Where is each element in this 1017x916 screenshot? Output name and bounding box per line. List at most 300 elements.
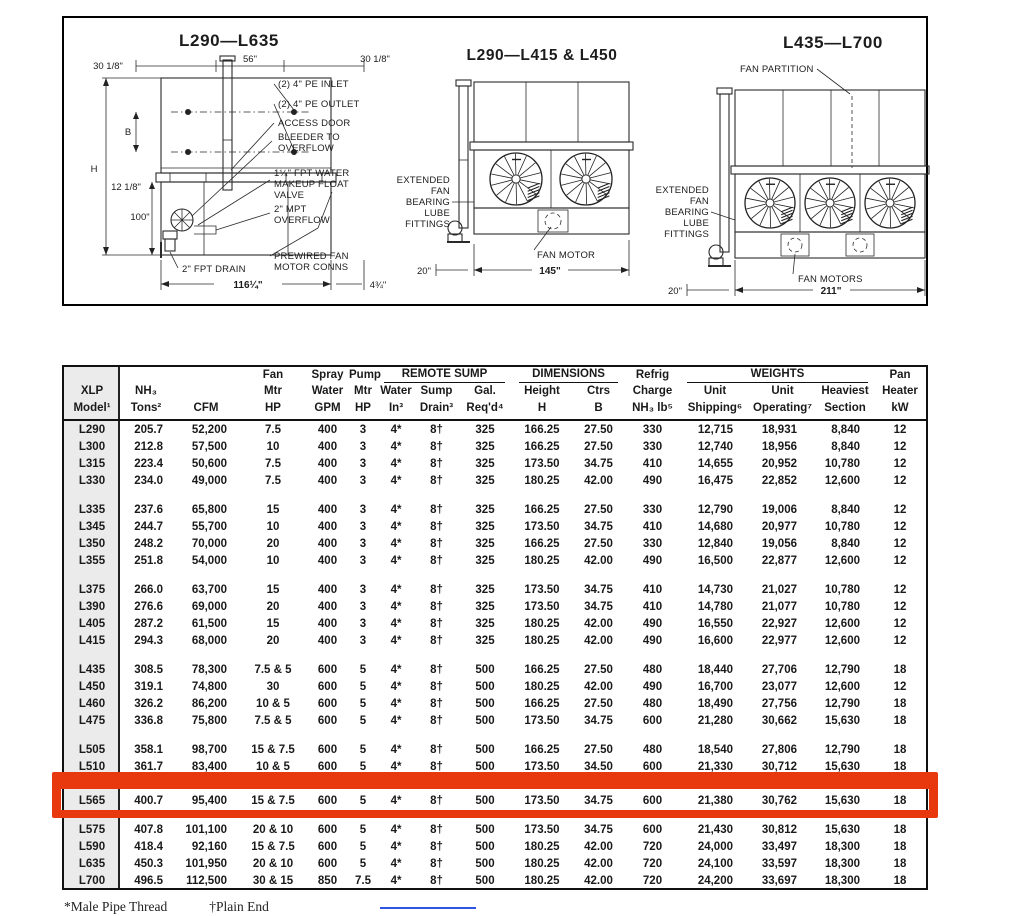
- cell-fan-hp: 20 & 10: [252, 858, 294, 870]
- cell-ctrs-b: 27.50: [584, 538, 613, 550]
- cell-cfm: 101,100: [185, 824, 227, 836]
- cell-height-h: 180.25: [524, 475, 560, 487]
- cell-pump-hp: 3: [359, 424, 367, 436]
- dim-h: H: [90, 164, 98, 175]
- dim-434: 4¾": [369, 280, 387, 291]
- dim-211: 211": [820, 286, 842, 297]
- cell-water-in: 4*: [390, 698, 402, 710]
- cell-height-h: 173.50: [524, 715, 560, 727]
- cell-ctrs-b: 34.50: [584, 761, 613, 773]
- cell-water-in: 4*: [390, 504, 402, 516]
- table-row: [64, 473, 926, 490]
- cell-spray-gpm: 400: [317, 555, 338, 567]
- cell-sump-drain: 8†: [430, 715, 443, 727]
- table-row: [64, 439, 926, 456]
- table-row: [64, 599, 926, 616]
- header-drain: Drain³: [419, 402, 454, 414]
- cell-pan-heater: 18: [893, 841, 907, 853]
- cell-unit-operating: 21,027: [761, 584, 797, 596]
- cell-fan-hp: 7.5 & 5: [254, 715, 292, 727]
- callout-float-1: 1¼" FPT WATER: [274, 168, 350, 179]
- cell-pan-heater: 12: [893, 458, 907, 470]
- cell-sump-drain: 8†: [430, 795, 443, 807]
- cell-water-in: 4*: [390, 618, 402, 630]
- cell-height-h: 180.25: [524, 635, 560, 647]
- cell-pan-heater: 12: [893, 601, 907, 613]
- cell-tons: 308.5: [134, 664, 163, 676]
- header-weights: WEIGHTS: [687, 367, 868, 383]
- cell-refrig-charge: 600: [642, 795, 663, 807]
- table-row: [64, 502, 926, 519]
- cell-cfm: 68,000: [191, 635, 227, 647]
- cell-unit-operating: 33,497: [761, 841, 797, 853]
- cell-water-in: 4*: [390, 744, 402, 756]
- cell-unit-operating: 30,662: [761, 715, 797, 727]
- cell-spray-gpm: 400: [317, 475, 338, 487]
- cell-pump-hp: 3: [359, 601, 367, 613]
- callout-float-2: MAKEUP FLOAT: [274, 179, 349, 190]
- blue-underline: [380, 907, 476, 909]
- cell-model: L450: [78, 681, 106, 693]
- header-hp-2: HP: [355, 402, 371, 414]
- cell-tons: 234.0: [134, 475, 163, 487]
- cell-unit-operating: 30,712: [761, 761, 797, 773]
- cell-sump-drain: 8†: [430, 458, 443, 470]
- cell-cfm: 86,200: [191, 698, 227, 710]
- cell-cfm: 70,000: [191, 538, 227, 550]
- cell-refrig-charge: 490: [642, 635, 663, 647]
- cell-sump-drain: 8†: [430, 521, 443, 533]
- cell-gal-reqd: 500: [475, 824, 495, 836]
- cell-sump-drain: 8†: [430, 475, 443, 487]
- header-remote-sump: REMOTE SUMP: [384, 367, 505, 383]
- cell-pan-heater: 18: [893, 795, 907, 807]
- cell-ctrs-b: 42.00: [584, 875, 613, 887]
- cell-unit-shipping: 18,540: [697, 744, 733, 756]
- table-body: [64, 422, 926, 902]
- cell-unit-shipping: 14,680: [697, 521, 733, 533]
- cell-gal-reqd: 325: [475, 521, 495, 533]
- cell-height-h: 166.25: [524, 424, 560, 436]
- header-xlp: XLP: [80, 385, 104, 397]
- cell-gal-reqd: 325: [475, 601, 495, 613]
- cell-sump-drain: 8†: [430, 744, 443, 756]
- header-ctrs: Ctrs: [586, 385, 610, 397]
- cell-unit-operating: 19,056: [761, 538, 797, 550]
- cell-tons: 450.3: [134, 858, 163, 870]
- cell-ctrs-b: 27.50: [584, 504, 613, 516]
- header-sump: Sump: [420, 385, 453, 397]
- cell-cfm: 63,700: [191, 584, 227, 596]
- callout-float-3: VALVE: [274, 190, 305, 201]
- fan-circle: [805, 178, 855, 228]
- cell-refrig-charge: 410: [642, 584, 663, 596]
- cell-tons: 244.7: [134, 521, 163, 533]
- callout-bleeder-2: OVERFLOW: [278, 143, 334, 154]
- cell-cfm: 92,160: [191, 841, 227, 853]
- cell-fan-hp: 30: [266, 681, 280, 693]
- cell-refrig-charge: 600: [642, 715, 663, 727]
- cell-model: L405: [78, 618, 106, 630]
- table-row: [64, 456, 926, 473]
- cell-fan-hp: 10: [266, 521, 280, 533]
- cell-unit-shipping: 18,440: [697, 664, 733, 676]
- callout-bearing-5: FITTINGS: [405, 219, 450, 230]
- cell-pan-heater: 12: [893, 681, 907, 693]
- cell-pan-heater: 12: [893, 475, 907, 487]
- cell-model: L290: [78, 424, 106, 436]
- cell-height-h: 166.25: [524, 744, 560, 756]
- cell-model: L315: [78, 458, 106, 470]
- callout-pe-inlet: (2) 4" PE INLET: [278, 79, 349, 90]
- cell-fan-hp: 10: [266, 441, 280, 453]
- callout-bleeder-1: BLEEDER TO: [278, 132, 340, 143]
- cell-height-h: 173.50: [524, 584, 560, 596]
- cell-fan-hp: 30 & 15: [252, 875, 294, 887]
- cell-model: L475: [78, 715, 106, 727]
- cell-pump-hp: 3: [359, 475, 367, 487]
- cell-height-h: 180.25: [524, 841, 560, 853]
- footnote-plain-end: †Plain End: [209, 899, 269, 914]
- cell-sump-drain: 8†: [430, 618, 443, 630]
- cell-heaviest-section: 12,600: [824, 618, 860, 630]
- fan-circle: [490, 153, 542, 205]
- cell-water-in: 4*: [390, 441, 402, 453]
- cell-ctrs-b: 27.50: [584, 778, 613, 790]
- cell-pump-hp: 3: [359, 555, 367, 567]
- cell-fan-hp: 20 & 10: [252, 778, 294, 790]
- table-group: [64, 662, 926, 730]
- dim-20: 20": [417, 266, 431, 277]
- cell-unit-operating: 22,927: [761, 618, 797, 630]
- cell-unit-shipping: 12,790: [697, 504, 733, 516]
- cell-ctrs-b: 42.00: [584, 841, 613, 853]
- cell-pump-hp: 5: [359, 681, 367, 693]
- cell-model: L635: [78, 858, 106, 870]
- cell-unit-shipping: 12,840: [697, 538, 733, 550]
- cell-model: L415: [78, 635, 106, 647]
- cell-sump-drain: 8†: [430, 761, 443, 773]
- cell-heaviest-section: 8,840: [831, 441, 860, 453]
- cell-pan-heater: 12: [893, 521, 907, 533]
- cell-height-h: 166.25: [524, 698, 560, 710]
- fan-circle: [560, 153, 612, 205]
- cell-pump-hp: 3: [359, 538, 367, 550]
- header-water-in: Water: [380, 385, 412, 397]
- cell-heaviest-section: 12,790: [824, 744, 860, 756]
- callout-mpt-2: OVERFLOW: [274, 215, 330, 226]
- cell-gal-reqd: 325: [475, 458, 495, 470]
- table-row: [64, 822, 926, 839]
- cell-water-in: 4*: [390, 635, 402, 647]
- cell-refrig-charge: 410: [642, 601, 663, 613]
- cell-refrig-charge: 490: [642, 555, 663, 567]
- cell-refrig-charge: 330: [642, 441, 663, 453]
- cell-height-h: 180.25: [524, 681, 560, 693]
- cell-pump-hp: 5: [359, 841, 367, 853]
- cell-model: L435: [78, 664, 106, 676]
- cell-cfm: 74,800: [191, 681, 227, 693]
- cell-fan-hp: 7.5 & 5: [254, 664, 292, 676]
- cell-tons: 358.1: [134, 744, 163, 756]
- cell-water-in: 4*: [390, 521, 402, 533]
- header-dimensions: DIMENSIONS: [519, 367, 618, 383]
- cell-cfm: 101,000: [185, 778, 227, 790]
- cell-height-h: 180.25: [524, 618, 560, 630]
- cell-height-h: 166.25: [524, 538, 560, 550]
- cell-unit-shipping: 21,430: [697, 824, 733, 836]
- cell-heaviest-section: 12,600: [824, 635, 860, 647]
- cell-heaviest-section: 18,300: [824, 841, 860, 853]
- cell-ctrs-b: 27.50: [584, 744, 613, 756]
- cell-spray-gpm: 600: [317, 681, 338, 693]
- cell-model: L330: [78, 475, 106, 487]
- dim-20: 20": [668, 286, 682, 297]
- table-group: [64, 582, 926, 650]
- cell-unit-operating: 21,077: [761, 601, 797, 613]
- cell-fan-hp: 20: [266, 635, 280, 647]
- callout-prewired-2: MOTOR CONNS: [274, 262, 349, 273]
- table-row: [64, 582, 926, 599]
- cell-unit-shipping: 21,380: [697, 795, 733, 807]
- cell-unit-shipping: 16,700: [697, 681, 733, 693]
- cell-tons: 496.5: [134, 875, 163, 887]
- table-row: [64, 856, 926, 873]
- cell-sump-drain: 8†: [430, 538, 443, 550]
- cell-sump-drain: 8†: [430, 555, 443, 567]
- cell-height-h: 173.50: [524, 601, 560, 613]
- cell-height-h: 173.50: [524, 761, 560, 773]
- cell-tons: 361.7: [134, 761, 163, 773]
- cell-model: L565: [78, 795, 106, 807]
- cell-ctrs-b: 42.00: [584, 635, 613, 647]
- table-row: [64, 633, 926, 650]
- header-mtr-2: Mtr: [354, 385, 372, 397]
- cell-unit-operating: 18,931: [761, 424, 797, 436]
- cell-unit-operating: 30,762: [761, 795, 797, 807]
- cell-height-h: 166.25: [524, 778, 560, 790]
- header-fan: Fan: [262, 369, 284, 381]
- drawing-title: L435—L700: [783, 33, 883, 52]
- cell-spray-gpm: 400: [317, 538, 338, 550]
- table-row: [64, 662, 926, 679]
- header-charge: Charge: [632, 385, 673, 397]
- cell-height-h: 173.50: [524, 795, 560, 807]
- cell-pan-heater: 18: [893, 715, 907, 727]
- cell-water-in: 4*: [390, 858, 402, 870]
- dim-145: 145": [539, 266, 561, 277]
- header-h: H: [537, 402, 547, 414]
- callout-fan-motor: FAN MOTOR: [537, 250, 596, 261]
- cell-tons: 251.8: [134, 555, 163, 567]
- cell-pump-hp: 3: [359, 618, 367, 630]
- cell-gal-reqd: 500: [475, 778, 495, 790]
- cell-pan-heater: 12: [893, 504, 907, 516]
- cell-water-in: 4*: [390, 538, 402, 550]
- drawing-title: L290—L415 & L450: [466, 47, 618, 64]
- cell-model: L700: [78, 875, 106, 887]
- cell-heaviest-section: 12,600: [824, 475, 860, 487]
- cell-model: L520: [78, 778, 106, 790]
- cell-heaviest-section: 12,600: [824, 681, 860, 693]
- cell-refrig-charge: 490: [642, 475, 663, 487]
- cell-pump-hp: 5: [359, 795, 367, 807]
- cell-unit-shipping: 21,280: [697, 715, 733, 727]
- cell-sump-drain: 8†: [430, 858, 443, 870]
- drawings-panel: [62, 16, 928, 306]
- cell-unit-shipping: 12,740: [697, 441, 733, 453]
- header-refrig: Refrig: [635, 369, 670, 381]
- cell-unit-operating: 27,806: [761, 744, 797, 756]
- cell-pan-heater: 18: [893, 875, 907, 887]
- callout-bearing-4: LUBE: [683, 218, 709, 229]
- cell-spray-gpm: 850: [317, 875, 338, 887]
- cell-gal-reqd: 500: [475, 681, 495, 693]
- callout-pe-outlet: (2) 4" PE OUTLET: [278, 99, 360, 110]
- table-row: [64, 873, 926, 890]
- cell-cfm: 95,400: [191, 795, 227, 807]
- dim-30-right: 30 1/8": [360, 54, 390, 65]
- cell-spray-gpm: 600: [317, 761, 338, 773]
- cell-water-in: 4*: [390, 458, 402, 470]
- cell-height-h: 166.25: [524, 441, 560, 453]
- header-hp-1: HP: [265, 402, 281, 414]
- fan-circle: [745, 178, 795, 228]
- cell-model: L460: [78, 698, 106, 710]
- cell-cfm: 54,000: [191, 555, 227, 567]
- cell-ctrs-b: 34.75: [584, 715, 613, 727]
- header-unit-2: Unit: [771, 385, 794, 397]
- cell-unit-shipping: 16,500: [697, 555, 733, 567]
- cell-spray-gpm: 400: [317, 441, 338, 453]
- cell-pump-hp: 5: [359, 715, 367, 727]
- cell-spray-gpm: 400: [317, 618, 338, 630]
- cell-pan-heater: 18: [893, 824, 907, 836]
- callout-access-door: ACCESS DOOR: [278, 118, 351, 129]
- cell-sump-drain: 8†: [430, 841, 443, 853]
- header-heaviest: Heaviest: [821, 385, 869, 397]
- drawing-l290-l635: [66, 20, 396, 304]
- table-row: [64, 696, 926, 713]
- cell-water-in: 4*: [390, 664, 402, 676]
- cell-gal-reqd: 325: [475, 538, 495, 550]
- cell-gal-reqd: 500: [475, 841, 495, 853]
- cell-heaviest-section: 15,630: [824, 795, 860, 807]
- cell-pan-heater: 18: [893, 778, 907, 790]
- cell-pan-heater: 18: [893, 744, 907, 756]
- cell-unit-operating: 19,006: [761, 504, 797, 516]
- callout-bearing-1: EXTENDED: [655, 185, 709, 196]
- cell-model: L335: [78, 504, 106, 516]
- cell-pan-heater: 18: [893, 664, 907, 676]
- cell-heaviest-section: 18,300: [824, 858, 860, 870]
- cell-ctrs-b: 27.50: [584, 698, 613, 710]
- table-group: [64, 742, 926, 810]
- cell-ctrs-b: 34.75: [584, 458, 613, 470]
- dim-30-left: 30 1/8": [93, 61, 123, 72]
- callout-bearing-2: FAN: [430, 186, 450, 197]
- table-row: [64, 839, 926, 856]
- cell-sump-drain: 8†: [430, 504, 443, 516]
- cell-cfm: 112,500: [186, 875, 227, 887]
- header-gpm: GPM: [314, 402, 341, 414]
- header-heater: Heater: [882, 385, 918, 397]
- cell-gal-reqd: 325: [475, 441, 495, 453]
- cell-tons: 266.0: [134, 584, 163, 596]
- cell-pump-hp: 5: [359, 858, 367, 870]
- cell-tons: 294.3: [134, 635, 163, 647]
- cell-water-in: 4*: [390, 761, 402, 773]
- cell-fan-hp: 20 & 10: [252, 824, 294, 836]
- callout-bearing-4: LUBE: [424, 208, 450, 219]
- cell-unit-shipping: 14,730: [697, 584, 733, 596]
- cell-refrig-charge: 410: [642, 521, 663, 533]
- cell-pump-hp: 5: [359, 778, 367, 790]
- cell-tons: 248.2: [134, 538, 163, 550]
- cell-refrig-charge: 600: [642, 761, 663, 773]
- dim-56: 56": [243, 54, 257, 65]
- cell-gal-reqd: 500: [475, 875, 495, 887]
- cell-ctrs-b: 34.75: [584, 584, 613, 596]
- cell-unit-operating: 22,877: [761, 555, 797, 567]
- header-shipping: Shipping⁶: [687, 402, 743, 414]
- cell-sump-drain: 8†: [430, 875, 443, 887]
- cell-ctrs-b: 34.75: [584, 601, 613, 613]
- cell-refrig-charge: 480: [642, 664, 663, 676]
- cell-spray-gpm: 600: [317, 795, 338, 807]
- header-kw: kW: [891, 402, 909, 414]
- cell-cfm: 101,950: [185, 858, 227, 870]
- cell-cfm: 50,600: [191, 458, 227, 470]
- cell-heaviest-section: 12,790: [824, 778, 860, 790]
- cell-spray-gpm: 400: [317, 635, 338, 647]
- cell-tons: 400.7: [134, 795, 163, 807]
- cell-unit-shipping: 21,330: [697, 761, 733, 773]
- cell-cfm: 78,300: [191, 664, 227, 676]
- cell-pump-hp: 3: [359, 521, 367, 533]
- cell-pan-heater: 12: [893, 555, 907, 567]
- header-water: Water: [311, 385, 344, 397]
- cell-water-in: 4*: [390, 841, 402, 853]
- table-header: [64, 367, 926, 421]
- cell-refrig-charge: 720: [642, 858, 663, 870]
- cell-tons: 369.3: [134, 778, 163, 790]
- cell-gal-reqd: 500: [475, 698, 495, 710]
- callout-fan-partition: FAN PARTITION: [740, 64, 814, 75]
- cell-refrig-charge: 490: [642, 681, 663, 693]
- cell-pan-heater: 12: [893, 584, 907, 596]
- cell-height-h: 166.25: [524, 504, 560, 516]
- cell-unit-shipping: 18,590: [697, 778, 733, 790]
- cell-cfm: 57,500: [191, 441, 227, 453]
- cell-sump-drain: 8†: [430, 601, 443, 613]
- drawing-title: L290—L635: [179, 31, 279, 50]
- cell-refrig-charge: 330: [642, 538, 663, 550]
- cell-tons: 319.1: [134, 681, 163, 693]
- cell-unit-shipping: 24,200: [697, 875, 733, 887]
- cell-unit-operating: 18,956: [761, 441, 797, 453]
- cell-sump-drain: 8†: [430, 584, 443, 596]
- cell-heaviest-section: 15,630: [824, 761, 860, 773]
- cell-water-in: 4*: [390, 424, 402, 436]
- cell-cfm: 83,400: [191, 761, 227, 773]
- cell-fan-hp: 7.5: [265, 475, 281, 487]
- cell-pump-hp: 5: [359, 824, 367, 836]
- cell-model: L350: [78, 538, 106, 550]
- header-nh3-lb: NH₃ lb⁵: [632, 402, 673, 414]
- cell-model: L300: [78, 441, 106, 453]
- cell-refrig-charge: 480: [642, 778, 663, 790]
